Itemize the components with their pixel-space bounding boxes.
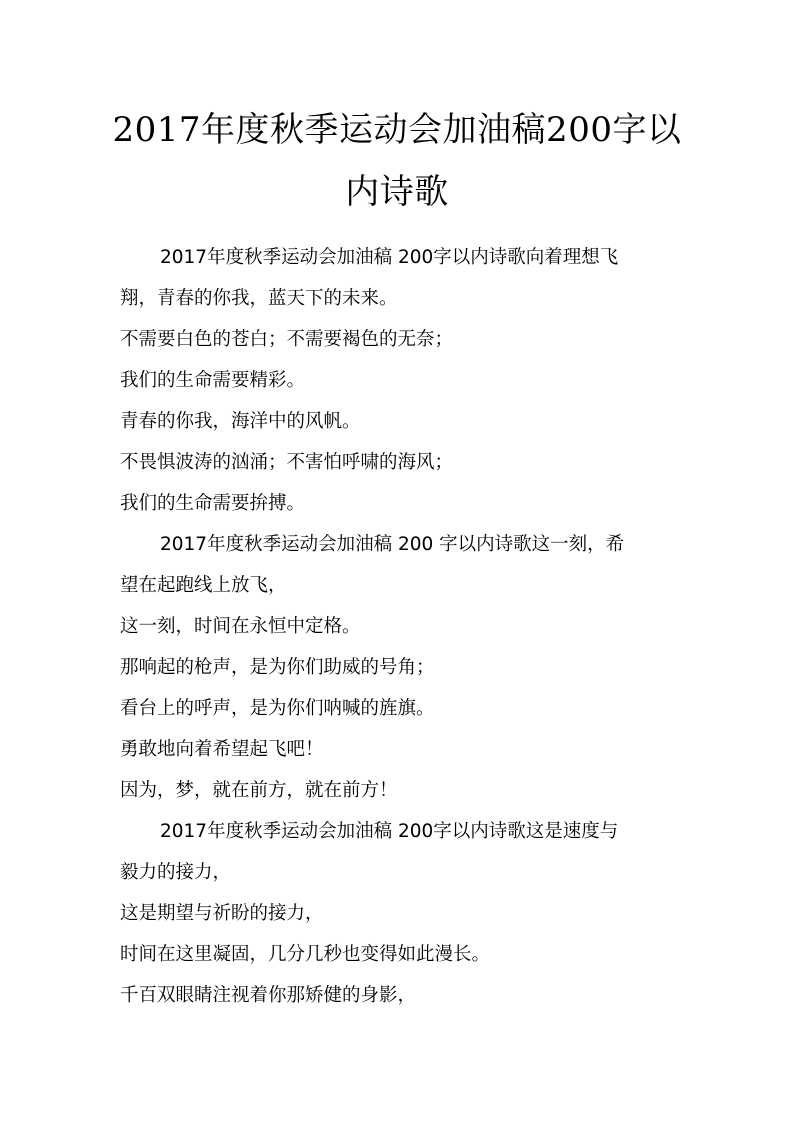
document-title-line-2: 内诗歌: [345, 172, 449, 212]
paragraph-line: 2017年度秋季运动会加油稿 200字以内诗歌这是速度与: [160, 821, 619, 842]
paragraph-line: 时间在这里凝固，几分几秒也变得如此漫长。: [120, 944, 491, 965]
document-title-line-1: 2017年度秋季运动会加油稿200字以: [112, 110, 682, 150]
paragraph-line: 不畏惧波涛的汹涌；不害怕呼啸的海风；: [120, 452, 454, 473]
paragraph-line: 因为，梦，就在前方，就在前方！: [120, 780, 398, 801]
paragraph-line: 勇敢地向着希望起飞吧！: [120, 739, 324, 760]
paragraph-line: 青春的你我，海洋中的风帆。: [120, 411, 361, 432]
paragraph-line: 2017年度秋季运动会加油稿 200字以内诗歌向着理想飞: [160, 247, 619, 268]
paragraph-line: 看台上的呼声，是为你们呐喊的旌旗。: [120, 698, 435, 719]
paragraph-line: 千百双眼睛注视着你那矫健的身影，: [120, 985, 417, 1006]
paragraph-line: 这一刻，时间在永恒中定格。: [120, 616, 361, 637]
paragraph-line: 翔，青春的你我，蓝天下的未来。: [120, 288, 398, 309]
document-body: [120, 237, 676, 1016]
paragraph-line: 我们的生命需要精彩。: [120, 370, 306, 391]
paragraph-line: 毅力的接力，: [120, 862, 232, 883]
paragraph-line: 那响起的枪声，是为你们助威的号角；: [120, 657, 435, 678]
paragraph-line: 2017年度秋季运动会加油稿 200 字以内诗歌这一刻，希: [160, 534, 625, 555]
paragraph-line: 这是期望与祈盼的接力，: [120, 903, 324, 924]
paragraph-line: 我们的生命需要拚搏。: [120, 493, 306, 514]
paragraph-line: 望在起跑线上放飞，: [120, 575, 287, 596]
paragraph-line: 不需要白色的苍白；不需要褐色的无奈；: [120, 329, 454, 350]
